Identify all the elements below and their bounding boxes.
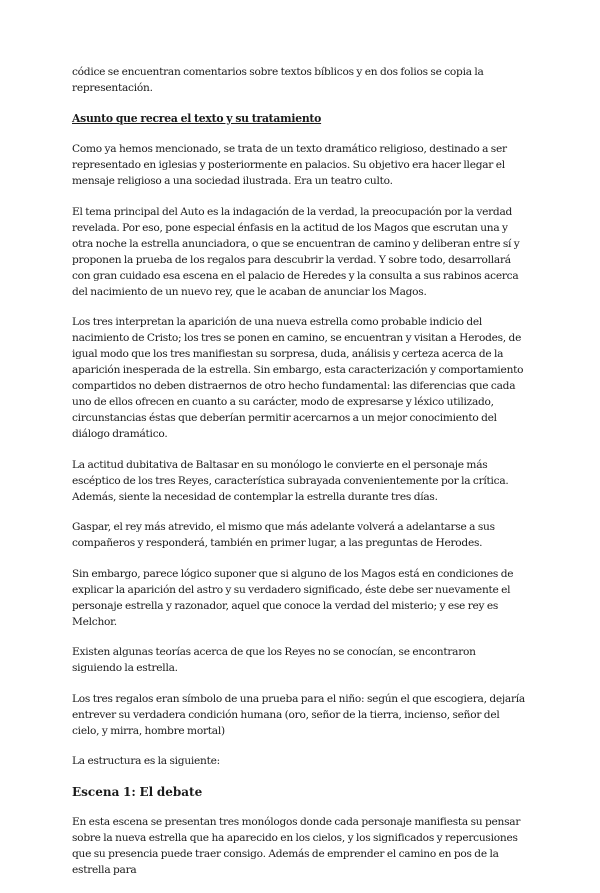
paragraph-4: La actitud dubitativa de Baltasar en su monólogo le convierte en el personaje más escéptico de los tres Reyes, característica subrayada convenientemente por la crítica. Además, siente la necesidad de contemplar la estrella durante tres días. [72,458,509,503]
scene-body: En esta escena se presentan tres monólogos donde cada personaje manifiesta su pensar sobre la nueva estrella que ha aparecido en los cielos, y los significados y repercusiones que su presencia puede traer consigo. Además de emprender el camino en pos de la estrella para [72,816,521,876]
scene-title: Escena 1: El debate [72,784,203,799]
section-heading: Asunto que recrea el texto y su tratamiento [72,111,322,125]
document-body [72,64,527,893]
paragraph-3: Los tres interpretan la aparición de una nueva estrella como probable indicio del nacimiento de Cristo; los tres se ponen en camino, se encuentran y visitan a Herodes, de igual modo que los tres manifiestan su sorpresa, duda, análisis y certeza acerca de la aparición inesperada de la estrella. Sin embargo, esta caracterización y comportamiento compartidos no deben distraernos de otro hecho fundamental: las diferencias que cada uno de ellos ofrecen en cuanto a su carácter, modo de expresarse y léxico utilizado, circunstancias éstas que deberían permitir acercarnos a un mejor conocimiento del diálogo dramático. [72,316,524,440]
paragraph-6: Sin embargo, parece lógico suponer que si alguno de los Magos está en condiciones de explicar la aparición del astro y su verdadero significado, éste debe ser nuevamente el personaje estrella y razonador, aquel que conoce la verdad del misterio; y ese rey es Melchor. [72,567,514,628]
paragraph-2: El tema principal del Auto es la indagación de la verdad, la preocupación por la verdad revelada. Por eso, pone especial énfasis en la actitud de los Magos que escrutan una y otra noche la estrella anunciadora, o que se encuentran de camino y deliberan entre sí y proponen la prueba de los regalos para descubrir la verdad. Y sobre todo, desarrollará con gran cuidado esa escena en el palacio de Heredes y la consulta a sus rabinos acerca del nacimiento de un nuevo rey, que le acaban de anunciar los Magos. [72,205,520,298]
intro-fragment: códice se encuentran comentarios sobre textos bíblicos y en dos folios se copia la representación. [72,66,484,94]
paragraph-7: Existen algunas teorías acerca de que los Reyes no se conocían, se encontraron siguiendo la estrella. [72,646,476,674]
paragraph-5: Gaspar, el rey más atrevido, el mismo que más adelante volverá a adelantarse a sus compañeros y responderá, también en primer lugar, a las preguntas de Herodes. [72,521,495,549]
paragraph-1: Como ya hemos mencionado, se trata de un texto dramático religioso, destinado a ser representado en iglesias y posteriormente en palacios. Su objetivo era hacer llegar el mensaje religioso a una sociedad ilustrada. Era un teatro culto. [72,143,507,187]
paragraph-8: Los tres regalos eran símbolo de una prueba para el niño: según el que escogiera, dejaría entrever su verdadera condición humana (oro, señor de la tierra, incienso, señor del cielo, y mirra, hombre mortal) [72,692,525,737]
paragraph-9: La estructura es la siguiente: [72,755,220,767]
